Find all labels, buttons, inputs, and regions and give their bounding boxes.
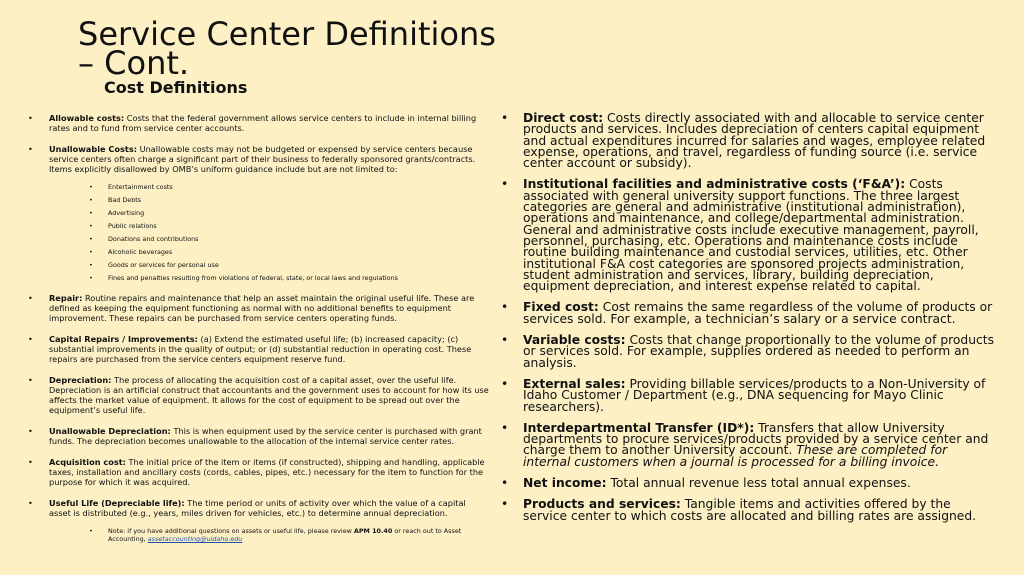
list-item xyxy=(49,235,490,243)
bullet-icon: • xyxy=(501,300,509,315)
list-item xyxy=(49,261,490,269)
example-text: Fines and penalties resulting from violations of federal, state, or local laws and regulations xyxy=(108,274,398,282)
bullet-icon: • xyxy=(501,420,509,435)
definition-term: Allowable costs: xyxy=(49,113,125,123)
unallowable-examples-list xyxy=(49,183,490,282)
definition-term: Unallowable Costs: xyxy=(49,144,137,154)
bullet-icon: • xyxy=(89,222,93,230)
bullet-icon: • xyxy=(501,177,509,192)
definition-term: External sales: xyxy=(523,376,626,391)
definition-variable-costs xyxy=(501,335,996,369)
left-column xyxy=(28,113,490,554)
list-item xyxy=(49,196,490,204)
useful-life-note xyxy=(49,527,490,543)
definition-depreciation xyxy=(28,375,490,415)
definition-text: Routine repairs and maintenance that help an asset maintain the original useful life. These are defined as keeping the equipment functioning as normal with no additional benefits to equipment improvement. These repairs can be purchased from service centers operating funds. xyxy=(49,293,475,323)
definition-text: The time period or units of activity over which the value of a capital asset is distributed (e.g., years, miles driven for vehicles, etc.) to determine annual depreciation. xyxy=(49,498,466,518)
example-text: Alcoholic beverages xyxy=(108,248,173,256)
definition-text: The initial price of the item or items (if constructed), shipping and handling, applicable taxes, installation and ancillary costs (cords, cables, pipes, etc.) necessary for the item to function for the purpose for which it was acquired. xyxy=(49,457,485,487)
asset-accounting-email-link[interactable]: assetaccounting@uidaho.edu xyxy=(147,535,243,543)
bullet-icon: • xyxy=(28,113,33,123)
definition-capital-repairs xyxy=(28,334,490,364)
definition-term: Products and services: xyxy=(523,497,681,512)
bullet-icon: • xyxy=(28,426,33,436)
list-item xyxy=(49,222,490,230)
definition-term: Institutional facilities and administrative costs (‘F&A’): xyxy=(523,177,906,192)
bullet-icon: • xyxy=(89,248,93,256)
bullet-icon: • xyxy=(28,293,33,303)
example-text: Public relations xyxy=(108,222,157,230)
apm-reference: APM 10.40 xyxy=(353,527,393,535)
slide-subtitle: Cost Definitions xyxy=(104,78,248,97)
definition-text: Costs that change proportionally to the volume of products or services sold. For example, supplies ordered as needed to perform an analysis. xyxy=(523,333,995,370)
definition-text: Cost remains the same regardless of the volume of products or services sold. For example, a technician’s salary or a service contract. xyxy=(523,300,993,326)
definition-text: Tangible items and activities offered by the service center to which costs are allocated and billing rates are assigned. xyxy=(523,497,977,523)
useful-life-note-list xyxy=(49,527,490,543)
bullet-icon: • xyxy=(501,333,509,348)
definition-text: Unallowable costs may not be budgeted or expensed by service centers because service centers often charge a significant part of their business to federally sponsored grants/contracts. Items explicitly disallowed by OMB’s uniform guidance include but are not limited to: xyxy=(49,144,476,174)
definition-repair xyxy=(28,293,490,323)
bullet-icon: • xyxy=(501,376,509,391)
definition-term: Repair: xyxy=(49,293,83,303)
definition-direct-cost xyxy=(501,113,996,169)
example-text: Donations and contributions xyxy=(108,235,199,243)
definition-text: Total annual revenue less total annual expenses. xyxy=(606,476,911,491)
example-text: Bad Debts xyxy=(108,196,142,204)
definition-unallowable-costs xyxy=(28,144,490,282)
note-middle: or reach out to Asset Accounting, xyxy=(108,527,462,543)
bullet-icon: • xyxy=(28,334,33,344)
list-item xyxy=(49,248,490,256)
note-prefix: Note: if you have additional questions on assets or useful life, please review xyxy=(108,527,354,535)
definition-text: (a) Extend the estimated useful life; (b) increased capacity; (c) substantial improvements in the quality of output; or (d) substantial reduction in operating cost. These repairs are purchased from the service centers equipment reserve fund. xyxy=(49,334,472,364)
definition-text: The process of allocating the acquisition cost of a capital asset, over the useful life. Depreciation is an artificial construct that accountants and the government uses to account for how its use affects the market value of equipment. It allows for the cost of equipment to be spread out over the equipment’s useful life. xyxy=(49,375,489,415)
definition-text: Costs that the federal government allows service centers to include in internal billing rates and to fund from service center accounts. xyxy=(49,113,477,133)
bullet-icon: • xyxy=(28,457,33,467)
definition-acquisition-cost xyxy=(28,457,490,487)
definition-net-income xyxy=(501,478,996,489)
definition-interdepartmental-transfer xyxy=(501,420,996,469)
bullet-icon: • xyxy=(28,144,33,154)
bullet-icon: • xyxy=(89,261,93,269)
bullet-icon: • xyxy=(28,498,33,508)
example-text: Entertainment costs xyxy=(108,183,173,191)
bullet-icon: • xyxy=(89,183,93,191)
bullet-icon: • xyxy=(89,274,93,282)
bullet-icon: • xyxy=(501,476,509,491)
example-text: Goods or services for personal use xyxy=(108,261,219,269)
definition-term: Capital Repairs / Improvements: xyxy=(49,334,198,344)
bullet-icon: • xyxy=(89,209,93,217)
definition-term: Fixed cost: xyxy=(523,300,599,315)
definition-term: Net income: xyxy=(523,476,607,491)
definition-term: Acquisition cost: xyxy=(49,457,126,467)
definition-text: Costs associated with general university support functions. The three largest categories are general and administrative (institutional administration), operations and maintenance, and college/departmental administration. General and administrative costs include executive management, payroll, personnel, purchasing, etc. Operations and maintenance costs include routine building maintenance and custodial services, utilities, etc. Other institutional F&A cost categories are sponsored projects administration, student administration and services, library, building depreciation, equipment depreciation, and interest expense related to capital. xyxy=(523,177,979,294)
definition-text: This is when equipment used by the service center is purchased with grant funds. The depreciation becomes unallowable to the allocation of the internal service center rates. xyxy=(49,426,482,446)
definition-text: Transfers that allow University departments to procure services/products provided by a service center and charge them to another University account. xyxy=(523,420,989,458)
definition-term: Useful Life (Depreciable life): xyxy=(49,498,185,508)
slide-title: Service Center Definitions – Cont. xyxy=(78,15,496,82)
definition-allowable-costs xyxy=(28,113,490,133)
definition-external-sales xyxy=(501,376,996,414)
list-item xyxy=(49,209,490,217)
example-text: Advertising xyxy=(108,209,145,217)
definition-term: Variable costs: xyxy=(523,333,626,348)
definition-term: Interdepartmental Transfer (ID*): xyxy=(523,420,755,435)
definition-term: Depreciation: xyxy=(49,375,112,385)
definition-italic-note: These are completed for internal customers when a journal is processed for a billing invoice. xyxy=(523,443,948,469)
definition-term: Direct cost: xyxy=(523,111,604,125)
bullet-icon: • xyxy=(501,497,509,512)
bullet-icon: • xyxy=(501,111,509,125)
definition-text: Costs directly associated with and allocable to service center products and services. Includes depreciation of centers capital equipment and actual expenditures incurred for salaries and wages, employee related expense, operations, and travel, regardless of funding source (i.e. service center account or subsidy). xyxy=(523,111,986,171)
left-definition-list xyxy=(28,113,490,543)
definition-unallowable-depreciation xyxy=(28,426,490,446)
list-item xyxy=(49,183,490,191)
definition-useful-life xyxy=(28,498,490,543)
list-item xyxy=(49,274,490,282)
bullet-icon: • xyxy=(89,196,93,204)
bullet-icon: • xyxy=(89,235,93,243)
bullet-icon: • xyxy=(89,527,93,535)
definition-text: Providing billable services/products to a Non-University of Idaho Customer / Department (e.g., DNA sequencing for Mayo Clinic researchers). xyxy=(523,376,986,414)
definition-term: Unallowable Depreciation: xyxy=(49,426,171,436)
right-column xyxy=(501,113,996,532)
bullet-icon: • xyxy=(28,375,33,385)
definition-products-and-services xyxy=(501,499,996,522)
definition-fixed-cost xyxy=(501,302,996,325)
definition-fa-costs xyxy=(501,179,996,292)
right-definition-list xyxy=(501,113,996,522)
